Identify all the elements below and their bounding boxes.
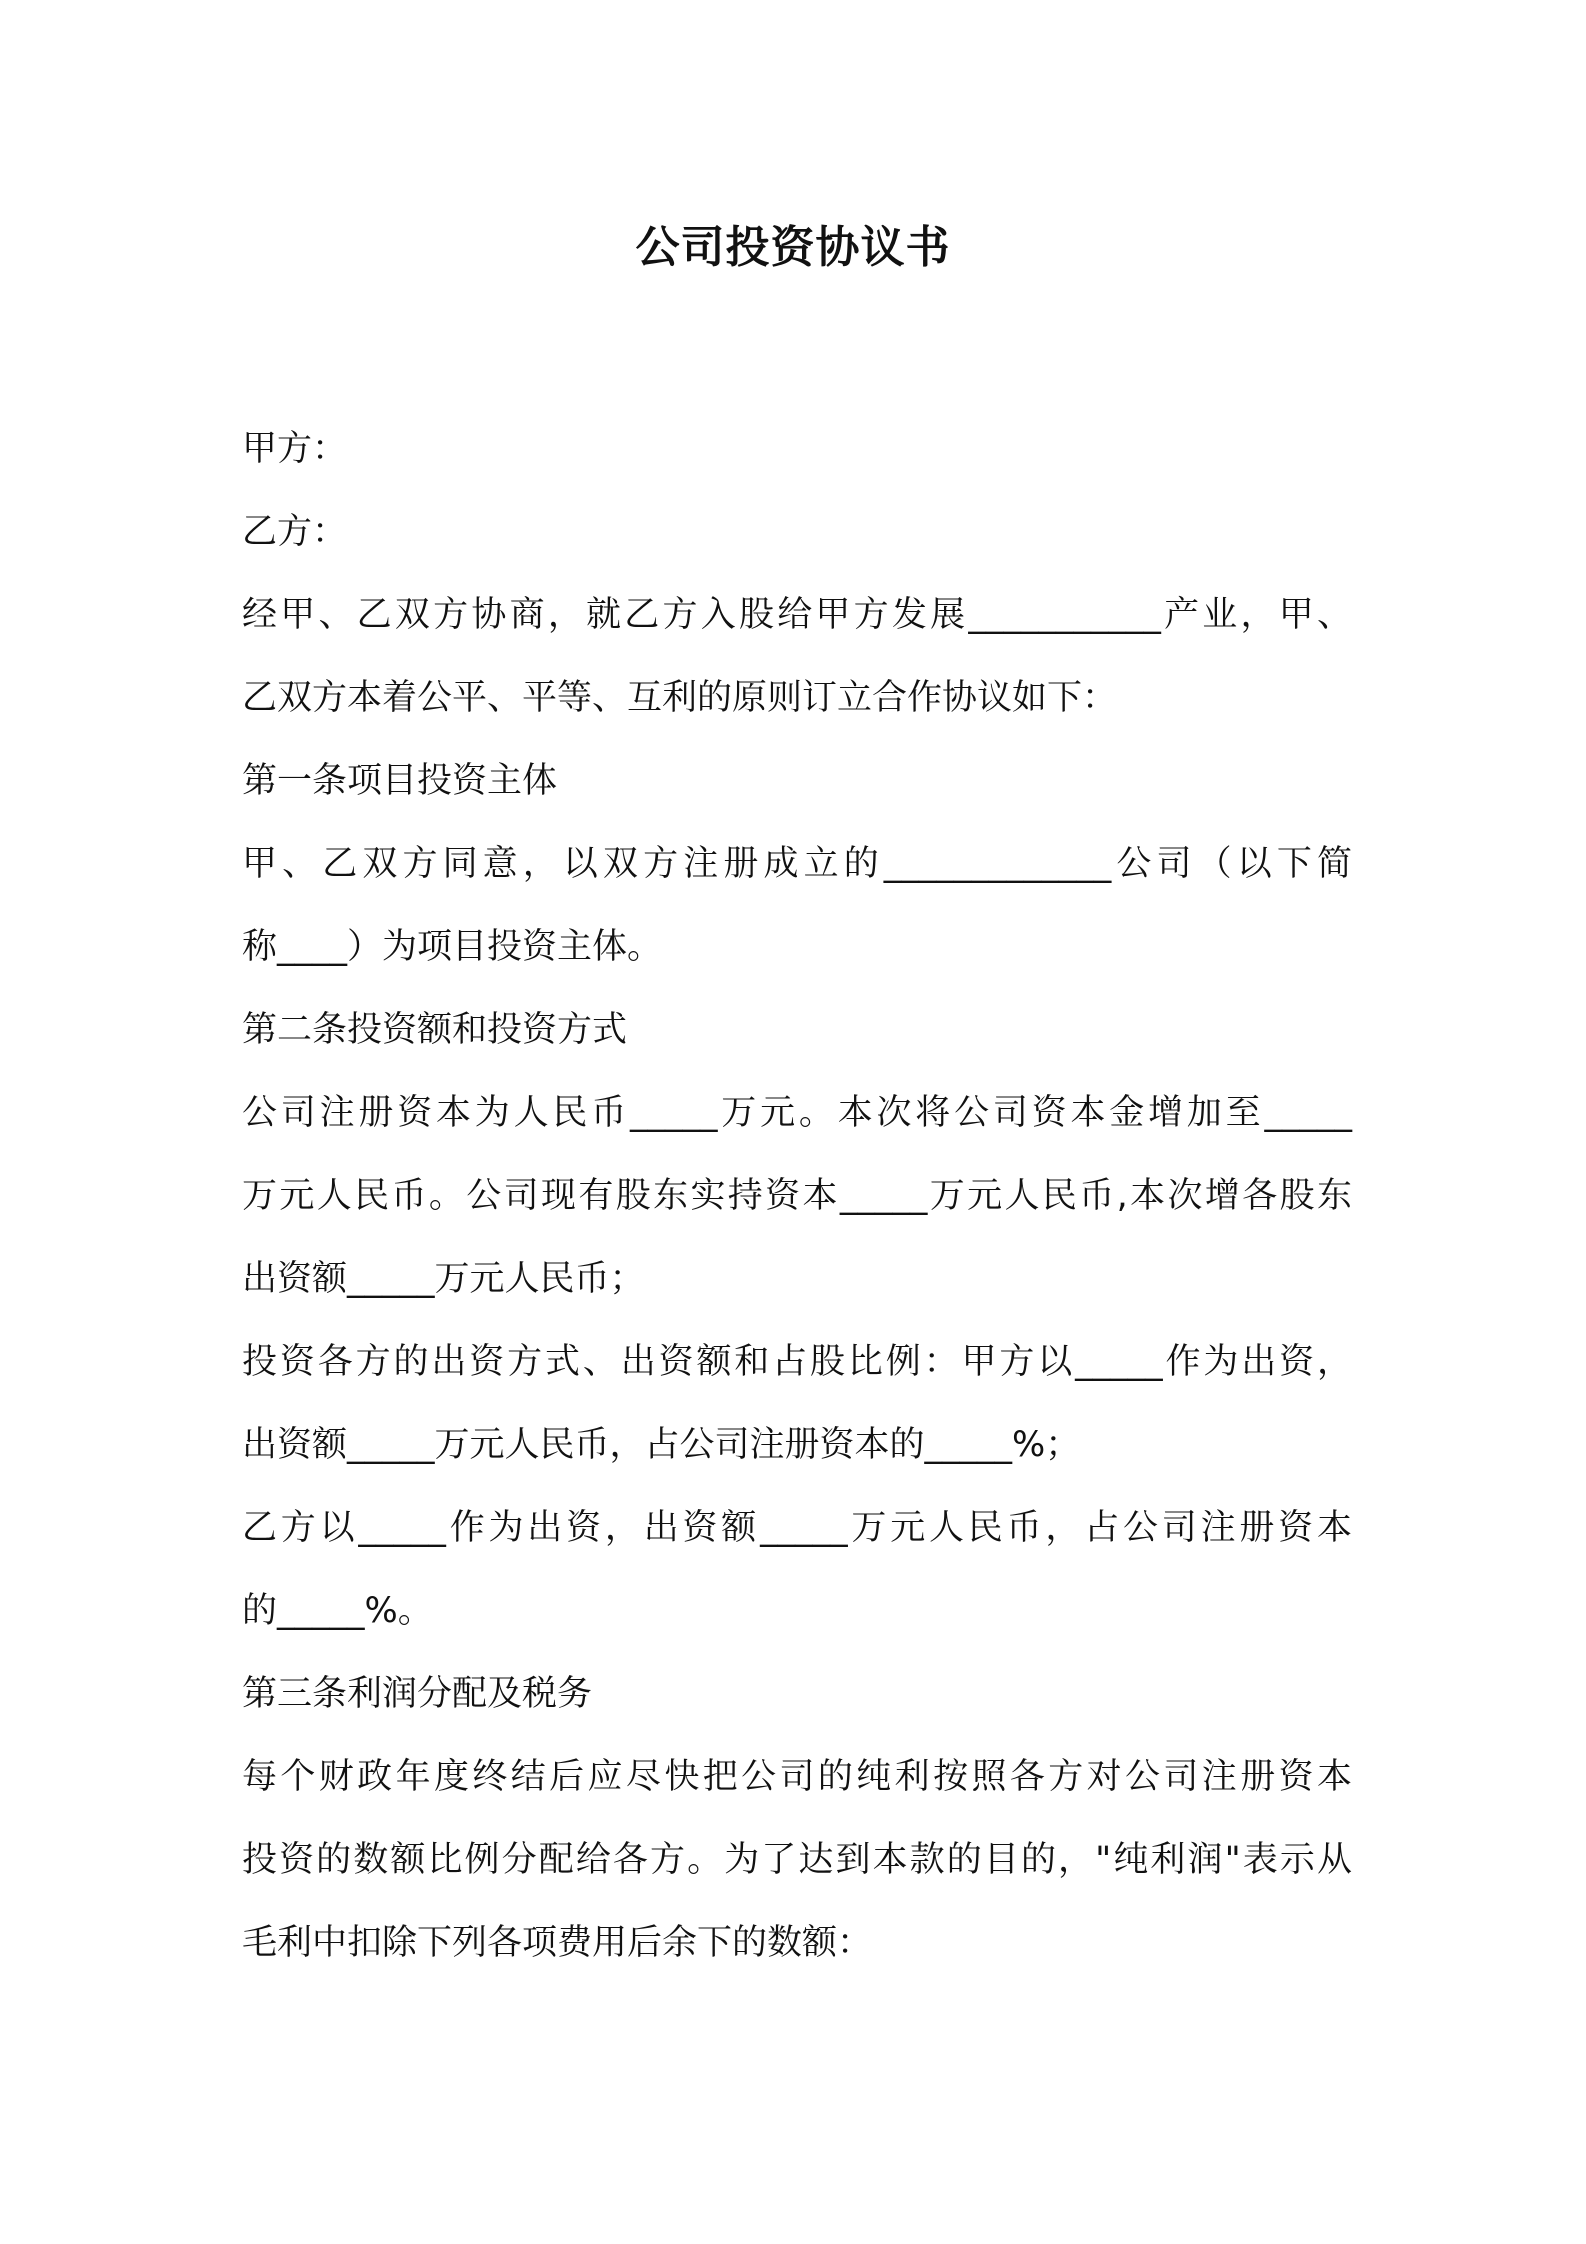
article-2-line-3: 出资额_____万元人民币； — [242, 1259, 645, 1299]
article-1-heading: 第一条项目投资主体 — [242, 761, 558, 801]
party-b-line: 乙方： — [242, 512, 348, 552]
article-2-heading: 第二条投资额和投资方式 — [242, 1010, 628, 1050]
article-2-line-1: 公司注册资本为人民币_____万元。本次将公司资本金增加至_____ — [242, 1093, 1352, 1133]
document-title: 公司投资协议书 — [635, 222, 951, 273]
article-2-line-7: 的_____%。 — [242, 1591, 433, 1631]
article-2-line-5: 出资额_____万元人民币，占公司注册资本的_____%； — [242, 1425, 1081, 1465]
article-2-line-6: 乙方以_____作为出资，出资额_____万元人民币，占公司注册资本 — [242, 1508, 1352, 1548]
article-3-line-2: 投资的数额比例分配给各方。为了达到本款的目的，"纯利润"表示从 — [242, 1840, 1352, 1880]
article-3-line-3: 毛利中扣除下列各项费用后余下的数额： — [242, 1923, 873, 1963]
article-2-line-2: 万元人民币。公司现有股东实持资本_____万元人民币,本次增各股东 — [242, 1176, 1352, 1216]
preamble-line-1: 经甲、乙双方协商，就乙方入股给甲方发展___________产业，甲、 — [242, 595, 1352, 635]
article-1-line-2: 称____）为项目投资主体。 — [242, 927, 663, 967]
article-3-heading: 第三条利润分配及税务 — [242, 1674, 593, 1714]
article-1-line-1: 甲、乙双方同意，以双方注册成立的_____________公司（以下简 — [242, 844, 1352, 884]
article-3-line-1: 每个财政年度终结后应尽快把公司的纯利按照各方对公司注册资本 — [242, 1757, 1352, 1797]
article-2-line-4: 投资各方的出资方式、出资额和占股比例：甲方以_____作为出资， — [242, 1342, 1352, 1382]
party-a-line: 甲方： — [242, 429, 348, 469]
preamble-line-2: 乙双方本着公平、平等、互利的原则订立合作协议如下： — [242, 678, 1118, 718]
document-body — [242, 408, 1352, 1985]
